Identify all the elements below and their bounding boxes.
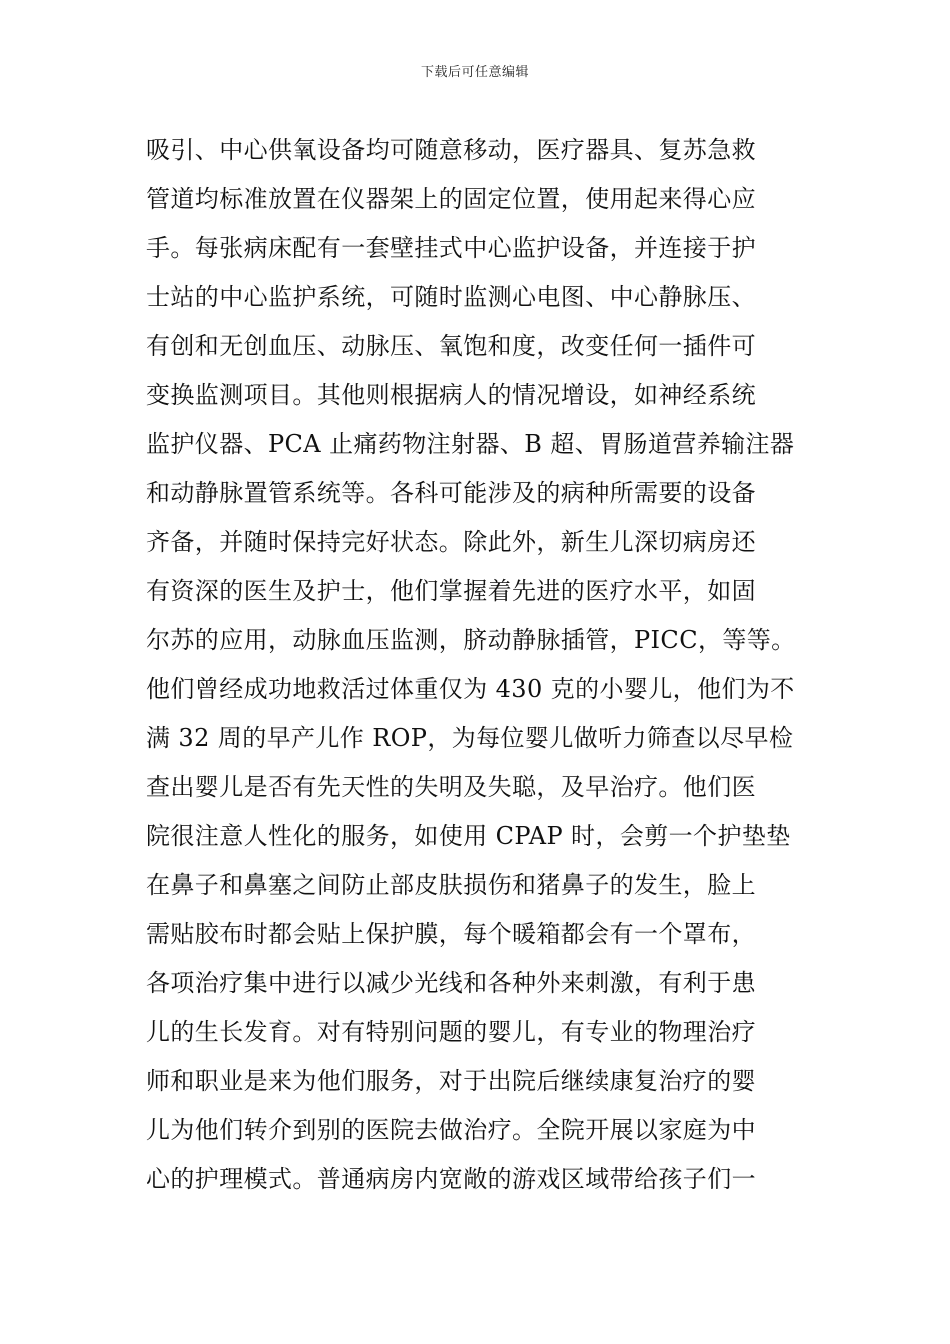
text-line: 心的护理模式。普通病房内宽敞的游戏区域带给孩子们一 [146,1165,756,1193]
text-line: 查出婴儿是否有先天性的失明及失聪，及早治疗。他们医 [146,773,756,801]
text-line: 尔苏的应用，动脉血压监测，脐动静脉插管，PICC，等等。 [146,626,796,654]
text-line: 监护仪器、PCA 止痛药物注射器、B 超、胃肠道营养输注器 [146,430,795,458]
text-line: 管道均标准放置在仪器架上的固定位置，使用起来得心应 [146,185,756,213]
text-line: 吸引、中心供氧设备均可随意移动，医疗器具、复苏急救 [146,136,756,164]
text-line: 他们曾经成功地救活过体重仅为 430 克的小婴儿，他们为不 [146,675,795,703]
text-line: 师和职业是来为他们服务，对于出院后继续康复治疗的婴 [146,1067,756,1095]
text-line: 和动静脉置管系统等。各科可能涉及的病种所需要的设备 [146,479,756,507]
text-line: 各项治疗集中进行以减少光线和各种外来刺激，有利于患 [146,969,756,997]
text-line: 在鼻子和鼻塞之间防止部皮肤损伤和猪鼻子的发生，脸上 [146,871,756,899]
text-line: 有资深的医生及护士，他们掌握着先进的医疗水平，如固 [146,577,756,605]
text-line: 儿的生长发育。对有特别问题的婴儿，有专业的物理治疗 [146,1018,756,1046]
text-line: 士站的中心监护系统，可随时监测心电图、中心静脉压、 [146,283,756,311]
text-line: 齐备，并随时保持完好状态。除此外，新生儿深切病房还 [146,528,756,556]
text-line: 变换监测项目。其他则根据病人的情况增设，如神经系统 [146,381,756,409]
text-line: 院很注意人性化的服务，如使用 CPAP 时，会剪一个护垫垫 [146,822,791,850]
page-header: 下载后可任意编辑 [420,65,529,80]
text-line: 有创和无创血压、动脉压、氧饱和度，改变任何一插件可 [146,332,756,360]
text-line: 满 32 周的早产儿作 ROP，为每位婴儿做听力筛查以尽早检 [146,724,794,752]
document-body [146,126,826,1204]
text-line: 需贴胶布时都会贴上保护膜，每个暖箱都会有一个罩布， [146,920,756,948]
text-line: 手。每张病床配有一套壁挂式中心监护设备，并连接于护 [146,234,756,262]
text-line: 儿为他们转介到别的医院去做治疗。全院开展以家庭为中 [146,1116,756,1144]
